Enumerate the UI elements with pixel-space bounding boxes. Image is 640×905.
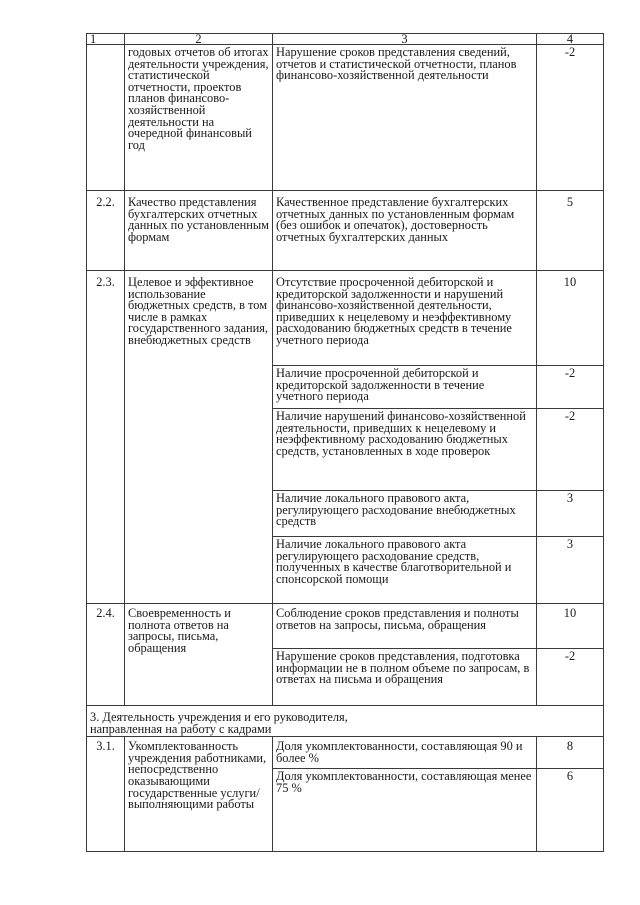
criterion-score: -2 [537, 409, 604, 491]
indicator-name: годовых отчетов об итогах деятельности учреждения, статистической отчетности, проектов планов финансово-хозяйственной деятельности на очередной финансовый год [125, 45, 273, 191]
criterion-score: 8 [537, 737, 604, 769]
section-heading-row [87, 706, 604, 737]
header-col-4: 4 [537, 34, 604, 45]
row-number: 2.3. [87, 271, 125, 604]
criterion-score: 6 [537, 769, 604, 852]
evaluation-criteria-table [86, 33, 604, 852]
table-header-row [87, 34, 604, 45]
criterion-text: Нарушение сроков представления сведений, отчетов и статистической отчетности, планов финансово-хозяйственной деятельности [273, 45, 537, 191]
criterion-score: -2 [537, 366, 604, 409]
criterion-text: Нарушение сроков представления, подготовка информации не в полном объеме по запросам, в ответах на письма и обращения [273, 649, 537, 706]
table-row [87, 191, 604, 271]
criterion-text: Доля укомплектованности, составляющая менее 75 % [273, 769, 537, 852]
row-number: 2.4. [87, 604, 125, 706]
criterion-score: 10 [537, 271, 604, 366]
header-col-3: 3 [273, 34, 537, 45]
table-row [87, 271, 604, 366]
header-col-2: 2 [125, 34, 273, 45]
criterion-text: Наличие локального правового акта регулирующего расходование средств, полученных в качестве благотворительной и спонсорской помощи [273, 537, 537, 604]
criterion-text: Наличие нарушений финансово-хозяйственной деятельности, приведших к нецелевому и неэффективному расходованию бюджетных средств, установленных в ходе проверок [273, 409, 537, 491]
row-number: 3.1. [87, 737, 125, 852]
section-heading: 3. Деятельность учреждения и его руководителя, направленная на работу с кадрами [87, 706, 604, 737]
row-number [87, 45, 125, 191]
criterion-score: 5 [537, 191, 604, 271]
criterion-text: Соблюдение сроков представления и полноты ответов на запросы, письма, обращения [273, 604, 537, 649]
table-row [87, 45, 604, 191]
criterion-text: Качественное представление бухгалтерских отчетных данных по установленным формам (без ошибок и опечаток), достоверность отчетных бухгалтерских данных [273, 191, 537, 271]
indicator-name: Качество представления бухгалтерских отчетных данных по установленным формам [125, 191, 273, 271]
criterion-text: Доля укомплектованности, составляющая 90 и более % [273, 737, 537, 769]
criterion-text: Наличие локального правового акта, регулирующего расходование внебюджетных средств [273, 491, 537, 537]
header-col-1: 1 [87, 34, 125, 45]
criterion-text: Отсутствие просроченной дебиторской и кредиторской задолженности и нарушений финансово-хозяйственной деятельности, приведших к нецелевому и неэффективному расходованию бюджетных средств в течение учетного периода [273, 271, 537, 366]
indicator-name: Укомплектованность учреждения работниками, непосредственно оказывающими государственные услуги/ выполняющими работы [125, 737, 273, 852]
table-row [87, 737, 604, 769]
criterion-score: 3 [537, 537, 604, 604]
criterion-score: -2 [537, 45, 604, 191]
criterion-score: 3 [537, 491, 604, 537]
indicator-name: Своевременность и полнота ответов на запросы, письма, обращения [125, 604, 273, 706]
criterion-text: Наличие просроченной дебиторской и кредиторской задолженности в течение учетного периода [273, 366, 537, 409]
table-row [87, 604, 604, 649]
criterion-score: 10 [537, 604, 604, 649]
row-number: 2.2. [87, 191, 125, 271]
indicator-name: Целевое и эффективное использование бюджетных средств, в том числе в рамках государственного задания, внебюджетных средств [125, 271, 273, 604]
criterion-score: -2 [537, 649, 604, 706]
